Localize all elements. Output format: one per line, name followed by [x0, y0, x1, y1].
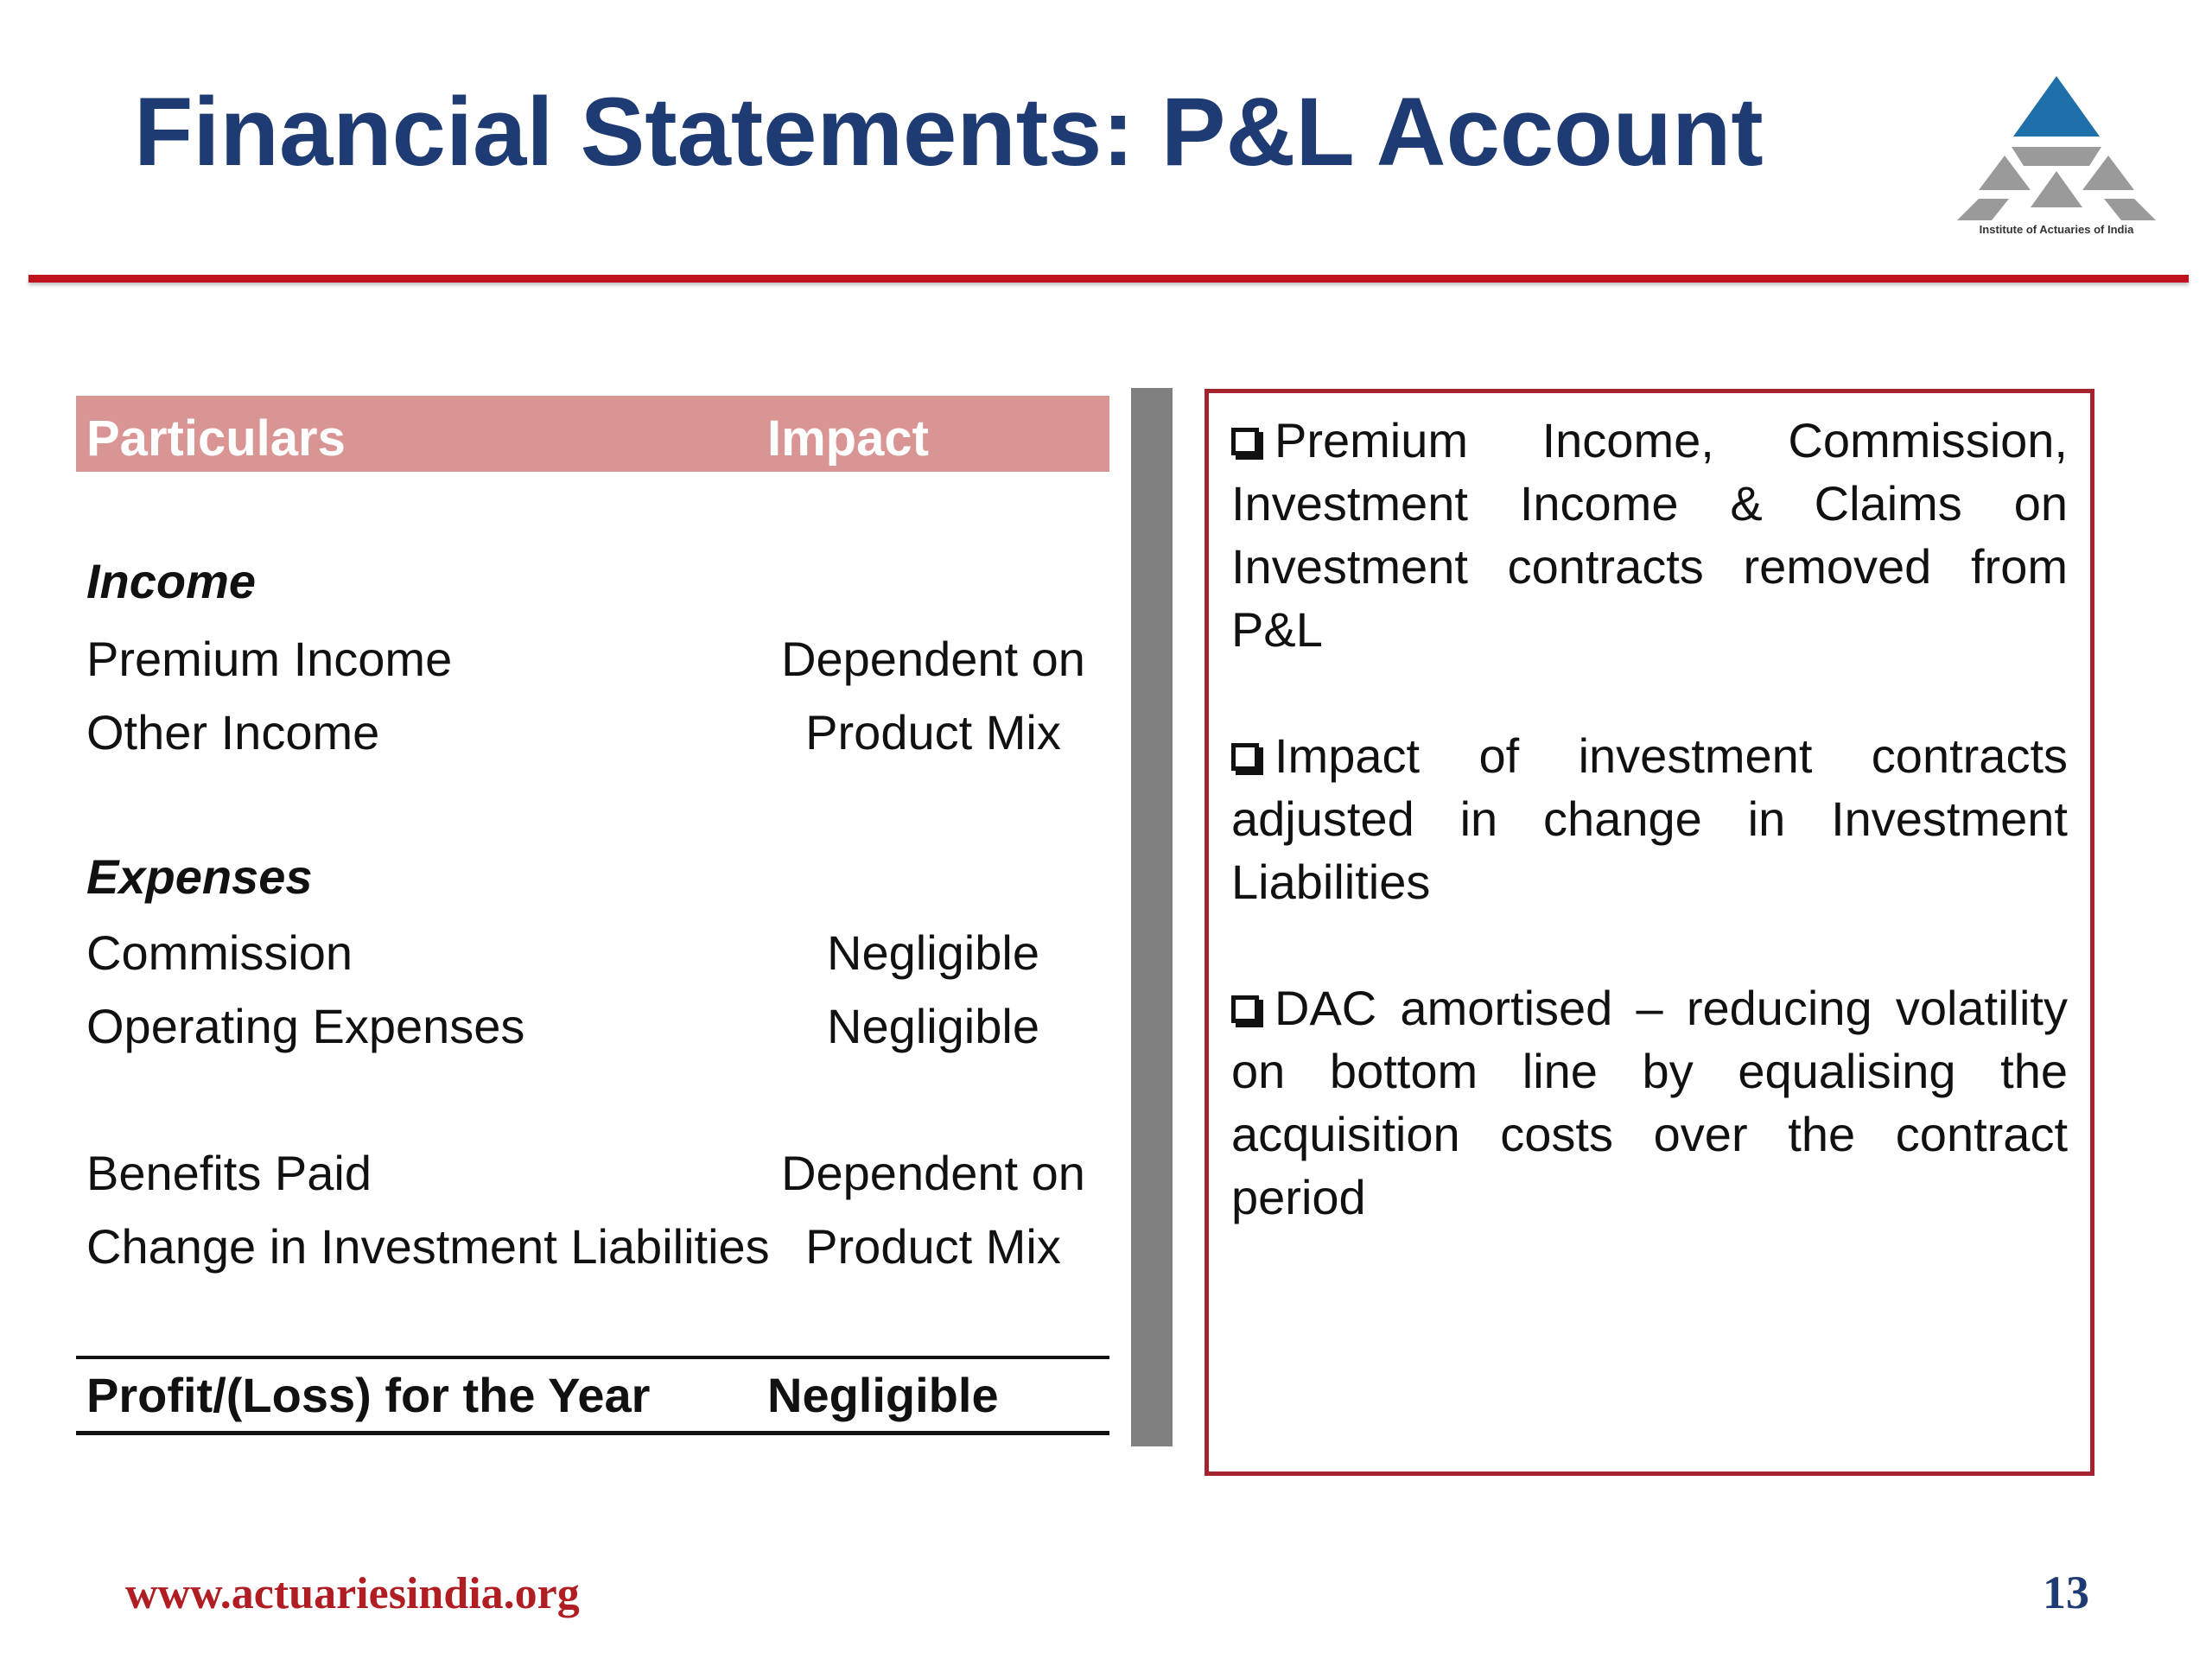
impact-commission: Negligible: [827, 925, 1039, 980]
logo-caption: Institute of Actuaries of India: [1979, 223, 2134, 236]
impact-benefits-line1: Dependent on: [781, 1146, 1085, 1200]
total-top-border: [76, 1356, 1109, 1359]
impact-benefits-line2: Product Mix: [805, 1219, 1061, 1274]
row-commission: Commission: [86, 925, 353, 980]
total-bottom-border: [76, 1431, 1109, 1435]
logo-mark-icon: [1944, 69, 2169, 225]
note-item: [1231, 976, 2068, 1229]
row-change-investment-liabilities: Change in Investment Liabilities: [86, 1219, 770, 1274]
pl-table: [76, 396, 1109, 472]
row-operating-expenses: Operating Expenses: [86, 999, 525, 1053]
notes-box: [1205, 389, 2094, 1476]
table-header: [76, 396, 1109, 472]
checkbox-bullet-icon: [1231, 428, 1259, 455]
expenses-heading: Expenses: [86, 849, 313, 904]
impact-profit-loss: Negligible: [767, 1368, 999, 1422]
note-item: [1231, 409, 2068, 661]
note-text: DAC amortised – reducing volatility on bottom line by equalising the acquisition costs over the contract period: [1231, 981, 2068, 1224]
title-divider: [29, 275, 2189, 283]
row-profit-loss: Profit/(Loss) for the Year: [86, 1368, 651, 1422]
note-item: [1231, 724, 2068, 913]
institute-logo: [1944, 69, 2169, 242]
page-number: 13: [2043, 1567, 2089, 1618]
header-particulars: Particulars: [86, 410, 346, 467]
note-text: Impact of investment contracts adjusted in change in Investment Liabilities: [1231, 728, 2068, 909]
note-text: Premium Income, Commission, Investment Income & Claims on Investment contracts removed from P&L: [1231, 413, 2068, 657]
impact-income-line2: Product Mix: [805, 705, 1061, 760]
row-premium-income: Premium Income: [86, 632, 453, 686]
slide-title: Financial Statements: P&L Account: [134, 78, 1764, 186]
checkbox-bullet-icon: [1231, 743, 1259, 771]
row-benefits-paid: Benefits Paid: [86, 1146, 372, 1200]
vertical-divider: [1131, 388, 1173, 1446]
checkbox-bullet-icon: [1231, 995, 1259, 1023]
row-other-income: Other Income: [86, 705, 380, 760]
impact-operating-expenses: Negligible: [827, 999, 1039, 1053]
header-impact: Impact: [767, 410, 929, 467]
footer-website-link[interactable]: www.actuariesindia.org: [125, 1569, 580, 1618]
income-heading: Income: [86, 554, 257, 608]
impact-income-line1: Dependent on: [781, 632, 1085, 686]
